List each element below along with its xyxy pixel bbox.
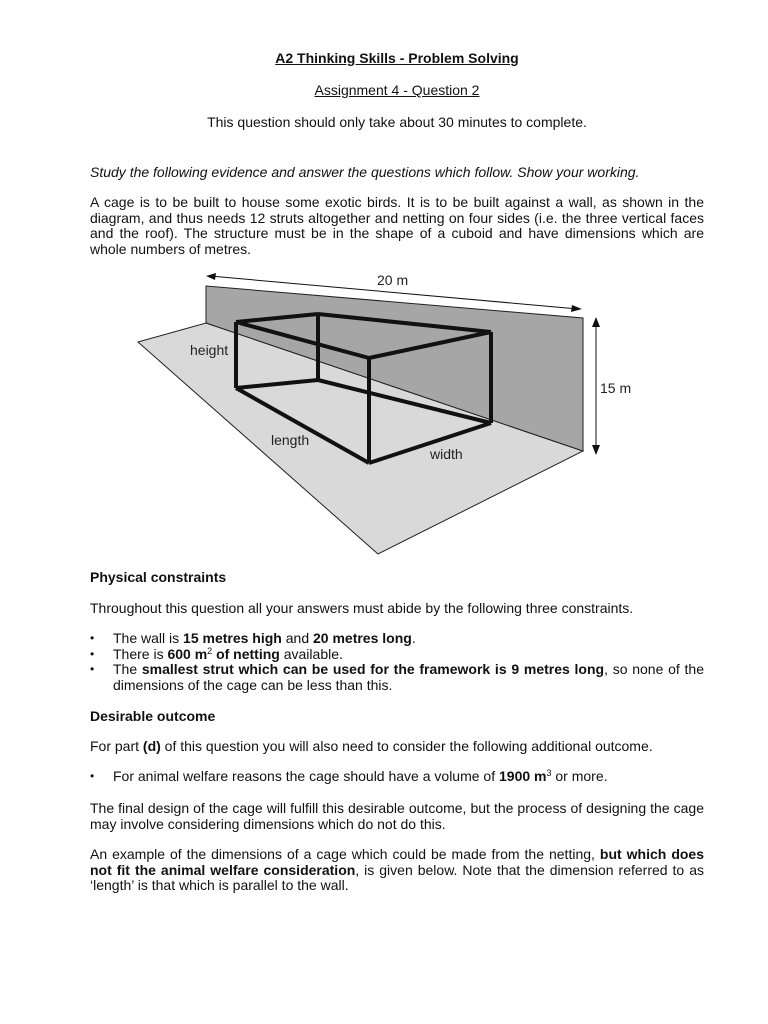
list-item [90, 769, 704, 785]
width-label: width [430, 446, 463, 462]
constraints-list [90, 631, 704, 693]
page-title: A2 Thinking Skills - Problem Solving [275, 50, 519, 66]
text-run: and [281, 630, 313, 646]
final-design-paragraph: The final design of the cage will fulfill this desirable outcome, but the process of designing the cage may involve considering dimensions which do not do this. [90, 800, 704, 832]
text-run: 1900 m [499, 768, 547, 784]
list-item [90, 631, 704, 647]
outcomes-list [90, 769, 704, 785]
timing-note: This question should only take about 30 minutes to complete. [207, 114, 587, 130]
text-run: The [113, 661, 142, 677]
page-subtitle: Assignment 4 - Question 2 [314, 82, 480, 98]
text-run: . [411, 630, 416, 646]
superscript: 3 [546, 768, 552, 778]
list-item [90, 662, 704, 693]
length-label: length [271, 432, 310, 448]
arrowhead-left-icon [206, 273, 216, 280]
text-run: of this question you will also need to consider the following additional outcome. [160, 738, 653, 754]
physical-constraints-heading: Physical constraints [90, 569, 227, 585]
physical-constraints-intro: Throughout this question all your answers must abide by the following three constraints. [90, 600, 634, 616]
text-run: 600 m [167, 645, 208, 662]
arrowhead-down-icon [592, 445, 600, 455]
instruction-text: Study the following evidence and answer the questions which follow. Show your working. [90, 164, 640, 180]
text-run: 20 metres long [313, 630, 412, 646]
arrowhead-up-icon [592, 317, 600, 327]
text-run: smallest strut which can be used for the framework is 9 metres long [141, 661, 605, 677]
text-run: The wall is [113, 630, 184, 646]
text-run: , is given below. Note that the dimension referred to as ‘length’ is that which is parallel to the wall. [90, 861, 704, 893]
text-run: but which does not fit the animal welfare consideration [90, 846, 704, 878]
example-paragraph [90, 847, 704, 894]
wall-length-label: 20 m [377, 272, 409, 288]
desirable-outcome-heading: Desirable outcome [90, 708, 216, 724]
text-run: For part [90, 738, 143, 754]
text-run: For animal welfare reasons the cage should have a volume of [113, 768, 499, 784]
wall-height-label: 15 m [600, 380, 632, 396]
arrowhead-right-icon [571, 305, 582, 312]
text-run: of netting [212, 645, 280, 662]
intro-paragraph: A cage is to be built to house some exotic birds. It is to be built against a wall, as shown in the diagram, and thus needs 12 struts altogether and netting on four sides (i.e. the three vertical faces and the roof). The structure must be in the shape of a cuboid and have dimensions which are whole numbers of metres. [90, 194, 704, 257]
text-run: available. [279, 645, 343, 662]
list-item [90, 647, 704, 663]
superscript: 2 [207, 645, 213, 656]
text-run: There is [113, 645, 168, 662]
text-run: , so none of the dimensions of the cage can be less than this. [113, 661, 704, 693]
text-run: or more. [551, 768, 608, 784]
text-run: An example of the dimensions of a cage which could be made from the netting, [90, 846, 600, 862]
text-run: 15 metres high [183, 630, 282, 646]
height-label: height [190, 342, 229, 358]
text-run: (d) [142, 738, 161, 754]
desirable-outcome-intro [90, 739, 704, 755]
